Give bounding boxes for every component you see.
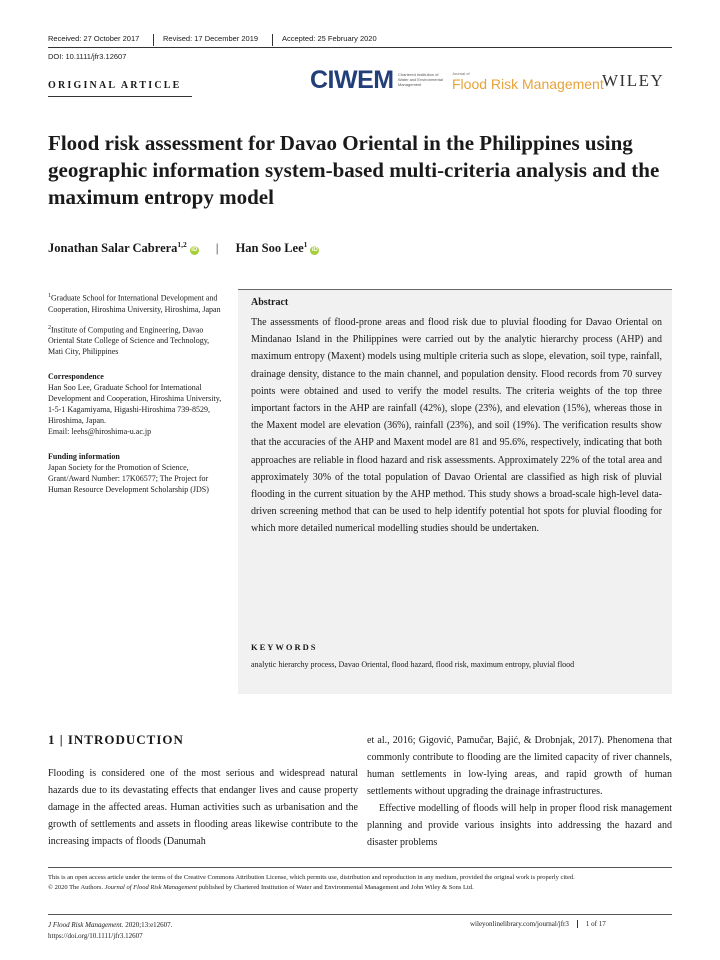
doi[interactable]: DOI: 10.1111/jfr3.12607 <box>48 52 127 61</box>
correspondence-heading: Correspondence <box>48 372 104 382</box>
header-rule <box>48 47 672 48</box>
footer-volume: 2020;13:e12607. <box>125 921 173 929</box>
section-heading-introduction: 1 | INTRODUCTION <box>48 732 184 747</box>
author-name[interactable]: Han Soo Lee <box>235 241 304 256</box>
funding-text: Japan Society for the Promotion of Science, Grant/Award Number: 17K06577; The Project for Human Resource Development Scholarship (JDS) <box>48 463 209 495</box>
body-column-right <box>367 732 672 851</box>
article-history <box>48 34 672 48</box>
wiley-logo: WILEY <box>602 71 665 90</box>
journal-logo: Flood Risk Management <box>452 76 604 92</box>
body-paragraph: et al., 2016; Gigović, Pamučar, Bajić, & Drobnjak, 2017). Phenomena that commonly contribute to flooding are the limited capacity of river channels, human settlements in low-lying areas, and rapid growth of human settlements without upgrading the drainage infrastructures. <box>367 735 672 797</box>
footnote-rule <box>48 867 672 868</box>
article-type: ORIGINAL ARTICLE <box>48 80 182 91</box>
author-affiliation-mark: 1,2 <box>177 240 187 249</box>
affiliation: $^1$Graduate School for International Development and Cooperation, Hiroshima University, Hiroshima, Japan <box>48 293 221 314</box>
footer-citation <box>48 920 172 941</box>
correspondence-email[interactable]: Email: leehs@hiroshima-u.ac.jp <box>48 427 152 437</box>
funding-heading: Funding information <box>48 452 120 462</box>
keywords-text: analytic hierarchy process, Davao Oriental, flood hazard, flood risk, maximum entropy, pluvial flood <box>251 660 575 669</box>
footer-doi-link[interactable]: https://doi.org/10.1111/jfr3.12607 <box>48 931 143 940</box>
body-paragraph: Effective modelling of floods will help in proper flood risk management planning and provide various insights into addressing the hazard and disaster problems <box>367 803 672 848</box>
history-divider <box>153 34 154 46</box>
copyright-line: © 2020 The Authors. Journal of Flood Risk Management published by Chartered Institution of Water and Environmental Management and John Wiley & Sons Ltd. <box>48 883 474 891</box>
author-separator: | <box>215 241 219 256</box>
author-list <box>48 240 319 256</box>
body-column-left: Flooding is considered one of the most serious and widespread natural hazards due to its devastating effects that endanger lives and cause property damage in the affected areas. Human activities such as urbanisation and the growth of settlements and assets in flooding areas likewise contribute to the increasing impacts of floods (Danumah <box>48 768 358 847</box>
revised-date: Revised: 17 December 2019 <box>163 34 259 43</box>
footer-journal: J Flood Risk Management. <box>48 921 124 929</box>
page-number: 1 of 17 <box>577 920 606 928</box>
author-affiliation-mark: 1 <box>303 240 308 249</box>
author-name[interactable]: Jonathan Salar Cabrera <box>48 241 178 256</box>
footer-rule <box>48 914 672 915</box>
received-date: Received: 27 October 2017 <box>48 34 140 43</box>
front-matter-sidebar <box>48 291 224 503</box>
accepted-date: Accepted: 25 February 2020 <box>282 34 377 43</box>
ciwem-logo: CIWEM <box>310 66 394 94</box>
ciwem-logo-subtitle: Chartered Institution of Water and Environmental Management <box>398 72 443 87</box>
abstract-box <box>238 289 672 694</box>
license-text: This is an open access article under the terms of the Creative Commons Attribution License, which permits use, distribution and reproduction in any medium, provided the original work is properly cited. <box>48 874 575 881</box>
footer-right <box>470 920 606 928</box>
orcid-icon[interactable]: iD <box>311 247 318 254</box>
correspondence-text: Han Soo Lee, Graduate School for International Development and Cooperation, Hiroshima University, 1-5-1 Kagamiyama, Higashi-Hiroshima 739-8529, Hiroshima, Japan. <box>48 383 222 426</box>
journal-of-label: Journal of <box>452 71 470 76</box>
orcid-icon[interactable]: iD <box>191 247 198 254</box>
paper-title: Flood risk assessment for Davao Oriental in the Philippines using geographic information system-based multi-criteria analysis and the maximum entropy model <box>48 131 660 209</box>
history-divider <box>272 34 273 46</box>
keywords-heading: KEYWORDS <box>251 642 318 652</box>
license-notice <box>48 873 672 892</box>
footer-site-link[interactable]: wileyonlinelibrary.com/journal/jfr3 <box>470 920 569 928</box>
abstract-heading: Abstract <box>251 297 289 308</box>
abstract-text: The assessments of flood-prone areas and flood risk due to pluvial flooding for Davao Oriental on Mindanao Island in the Philippines were carried out by the analytic hierarchy process (AHP) and maximum entropy (Maxent) models using multiple criteria such as slope, elevation, soil type, rainfall, drainage density, distance to the main channel, and population density. Flood records from 70 survey points were obtained and used to verify the model results. The criteria weights of the top three important factors in the AHP are rainfall (42%), slope (23%), and elevation (15%), whereas those in the Maxent model are elevation (36%), rainfall (23%), and soil (19%). The verification results show that the accuracies of the AHP and Maxent model are 81 and 95.6%, respectively, indicating that both approaches are reliable in flood hazard and risk assessments. Approximately 22% of the total area and approximately 30% of the total population of Davao Oriental are classified as high risk of pluvial flooding in the current situation by the AHP method. This study shows a broad-scale high-level data-driven screening method that can be used to help identify potential hot spots for pluvial flooding for which more detailed numerical modelling studies should be undertaken. <box>251 317 662 535</box>
affiliation: $^2$Institute of Computing and Engineering, Davao Oriental State College of Science and Technology, Mati City, Philippines <box>48 324 210 357</box>
article-type-rule <box>48 96 192 97</box>
